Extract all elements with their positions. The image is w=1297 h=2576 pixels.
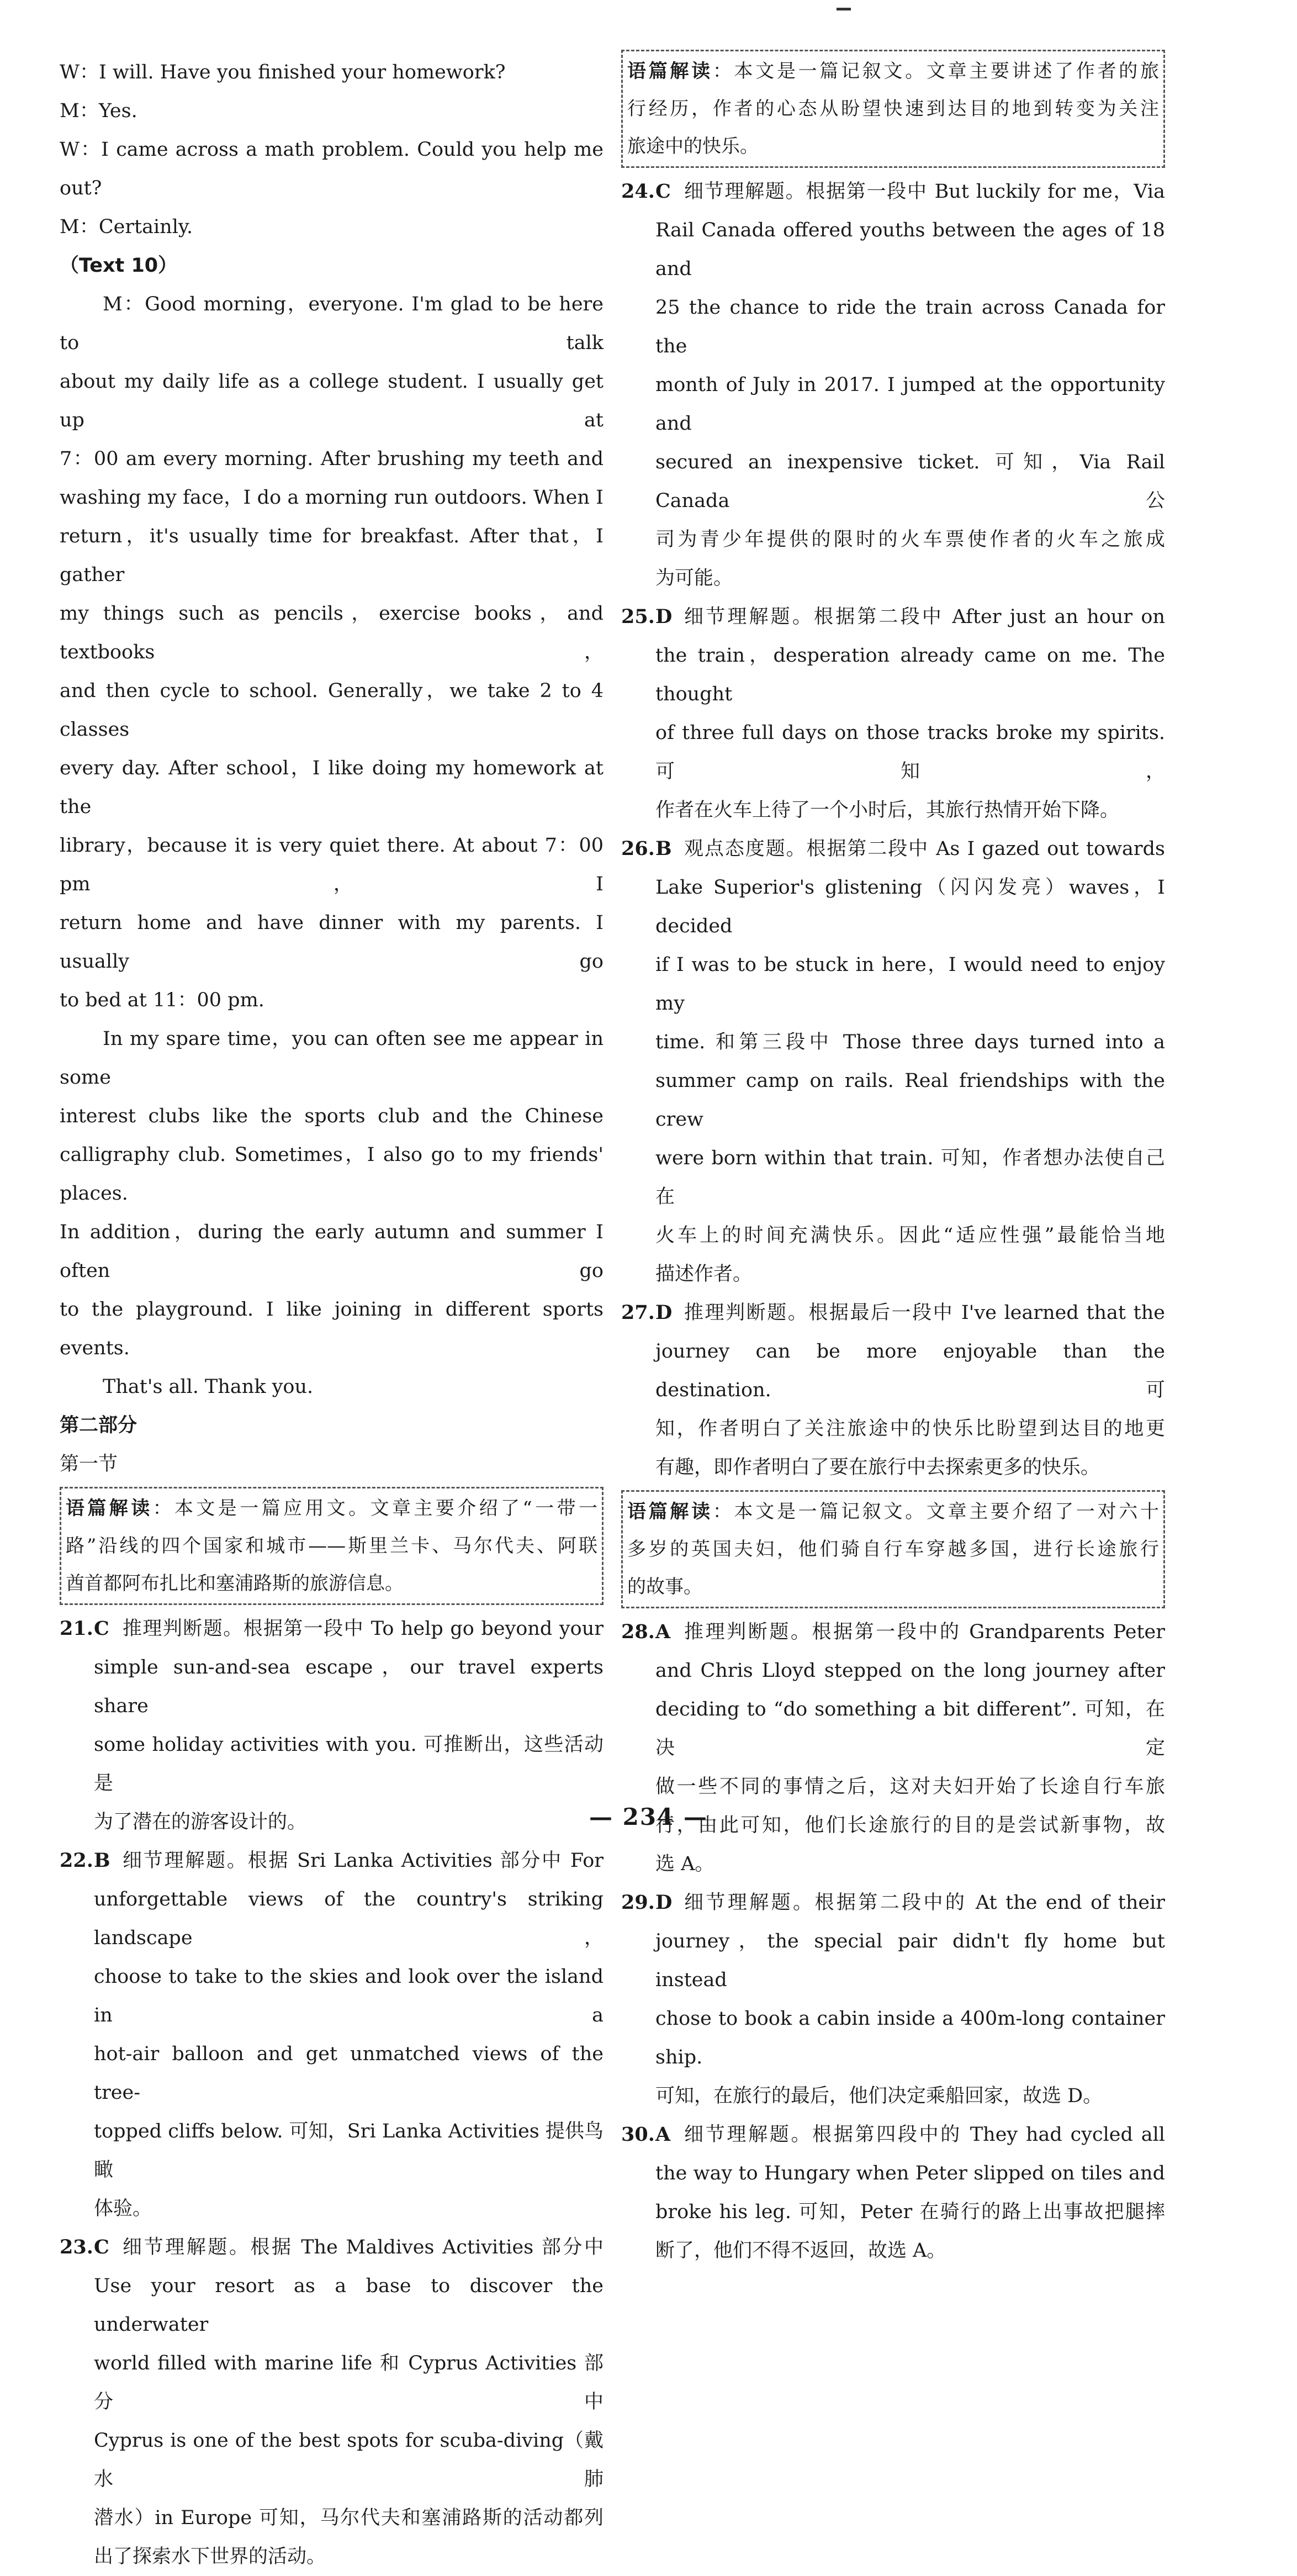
explanation-line: 为了潜在的游客设计的。 xyxy=(94,1811,307,1833)
explanation-line: 知，作者明白了关注旅途中的快乐比盼望到达目的地更 xyxy=(655,1418,1165,1440)
explanation-line: chose to book a cabin inside a 400m-long container ship. xyxy=(655,2008,1165,2068)
text-line: calligraphy club. Sometimes，I also go to my friends' places. xyxy=(60,1144,603,1205)
explanation-line: hot-air balloon and get unmatched views of the tree- xyxy=(94,2043,603,2104)
passage-summary-box xyxy=(621,50,1165,168)
scan-mark xyxy=(837,8,851,10)
explanation-line: 潜水）in Europe 可知，马尔代夫和塞浦路斯的活动都列 xyxy=(94,2507,603,2529)
explanation-line: summer camp on rails. Real friendships with the crew xyxy=(655,1070,1165,1131)
paragraph-2 xyxy=(60,1020,603,1368)
question-number: 21. xyxy=(60,1617,93,1640)
text-line: return，it's usually time for breakfast. After that，I gather xyxy=(60,525,603,586)
paragraph-1 xyxy=(60,285,603,1020)
explanation-line: if I was to be stuck in here，I would need to enjoy my xyxy=(655,954,1165,1015)
summary-text: 旅途中的快乐。 xyxy=(627,135,759,157)
answer-28 xyxy=(621,1613,1165,1883)
explanation-line: choose to take to the skies and look over the island in a xyxy=(94,1966,603,2026)
explanation-line: journey，the special pair didn't fly home but instead xyxy=(655,1930,1165,1991)
left-column xyxy=(60,53,603,2576)
explanation-line: 观点态度题。根据第二段中 As I gazed out towards xyxy=(684,838,1165,860)
summary-text: 行经历，作者的心态从盼望快速到达目的地到转变为关注 xyxy=(627,98,1159,120)
question-number: 30. xyxy=(621,2123,655,2146)
explanation-line: 行，由此可知，他们长途旅行的目的是尝试新事物，故 xyxy=(655,1814,1165,1836)
answer-letter: C xyxy=(94,2236,109,2258)
summary-text: 路”沿线的四个国家和城市——斯里兰卡、马尔代夫、阿联 xyxy=(66,1535,597,1557)
passage-summary-box xyxy=(621,1490,1165,1608)
explanation-line: the way to Hungary when Peter slipped on tiles and xyxy=(655,2162,1165,2184)
question-number: 29. xyxy=(621,1891,655,1914)
text-line: interest clubs like the sports club and the Chinese xyxy=(60,1105,603,1127)
explanation-line: 细节理解题。根据 Sri Lanka Activities 部分中 For xyxy=(123,1850,603,1872)
explanation-line: 细节理解题。根据第二段中 After just an hour on xyxy=(684,606,1165,628)
answer-27 xyxy=(621,1294,1165,1487)
text10-label: （Text 10） xyxy=(60,255,178,277)
explanation-line: Use your resort as a base to discover the underwater xyxy=(94,2275,603,2336)
answer-30 xyxy=(621,2115,1165,2270)
answer-letter: C xyxy=(94,1617,109,1640)
explanation-line: some holiday activities with you. 可推断出，这些活动是 xyxy=(94,1734,603,1794)
answer-26 xyxy=(621,830,1165,1294)
summary-label: 语篇解读 xyxy=(627,1501,713,1523)
question-number: 28. xyxy=(621,1620,655,1643)
explanation-line: 火车上的时间充满快乐。因此“适应性强”最能恰当地 xyxy=(655,1224,1165,1247)
explanation-line: time. 和第三段中 Those three days turned into a xyxy=(655,1031,1165,1053)
passage-summary-box xyxy=(60,1487,603,1605)
question-number: 25. xyxy=(621,605,655,628)
explanation-line: Rail Canada offered youths between the ages of 18 and xyxy=(655,219,1165,280)
text-line: M：Good morning，everyone. I'm glad to be here to talk xyxy=(60,293,603,354)
explanation-line: 体验。 xyxy=(94,2198,152,2220)
answer-letter: D xyxy=(655,1301,673,1324)
question-number: 23. xyxy=(60,2236,93,2258)
summary-text: ：本文是一篇记叙文。文章主要讲述了作者的旅 xyxy=(712,60,1160,82)
summary-text: ：本文是一篇应用文。文章主要介绍了“一带一 xyxy=(152,1497,597,1519)
answer-29 xyxy=(621,1883,1165,2115)
explanation-line: topped cliffs below. 可知，Sri Lanka Activities 提供鸟瞰 xyxy=(94,2120,603,2181)
answer-letter: A xyxy=(655,2123,671,2146)
explanation-line: 做一些不同的事情之后，这对夫妇开始了长途自行车旅 xyxy=(655,1776,1165,1798)
explanation-line: were born within that train. 可知，作者想办法使自己在 xyxy=(655,1147,1165,1208)
explanation-line: simple sun-and-sea escape，our travel experts share xyxy=(94,1656,603,1717)
text-line: In addition，during the early autumn and summer I often go xyxy=(60,1221,603,1282)
explanation-line: 25 the chance to ride the train across Canada for the xyxy=(655,297,1165,357)
explanation-line: Lake Superior's glistening（闪闪发亮）waves，I decided xyxy=(655,877,1165,937)
question-number: 26. xyxy=(621,837,655,860)
text-line: In my spare time，you can often see me appear in some xyxy=(60,1028,603,1089)
answer-letter: B xyxy=(655,837,672,860)
text-line: about my daily life as a college student. I usually get up at xyxy=(60,371,603,431)
text-line: and then cycle to school. Generally，we take 2 to 4 classes xyxy=(60,680,603,741)
explanation-line: secured an inexpensive ticket. 可知，Via Rail Canada 公 xyxy=(655,451,1165,512)
summary-text: ：本文是一篇记叙文。文章主要介绍了一对六十 xyxy=(712,1501,1160,1523)
question-number: 22. xyxy=(60,1849,93,1872)
explanation-line: month of July in 2017. I jumped at the opportunity and xyxy=(655,374,1165,435)
question-number: 24. xyxy=(621,180,655,203)
explanation-line: unforgettable views of the country's striking landscape， xyxy=(94,1888,603,1949)
answer-letter: A xyxy=(655,1620,671,1643)
explanation-line: journey can be more enjoyable than the destination. 可 xyxy=(655,1340,1165,1401)
explanation-line: 断了，他们不得不返回，故选 A。 xyxy=(655,2240,946,2262)
text-line: my things such as pencils，exercise books，and textbooks， xyxy=(60,603,603,663)
explanation-line: the train，desperation already came on me. The thought xyxy=(655,645,1165,705)
text-line: every day. After school，I like doing my homework at the xyxy=(60,757,603,818)
text-line: to bed at 11：00 pm. xyxy=(60,989,264,1011)
explanation-line: deciding to “do something a bit different”. 可知，在决定 xyxy=(655,1698,1165,1759)
explanation-line: 为可能。 xyxy=(655,567,733,589)
summary-label: 语篇解读 xyxy=(627,60,713,82)
answer-letter: D xyxy=(655,1891,673,1914)
text-line: 7：00 am every morning. After brushing my teeth and xyxy=(60,448,603,470)
explanation-line: 推理判断题。根据最后一段中 I've learned that the xyxy=(684,1302,1165,1324)
dialogue-line: W：I came across a math problem. Could you help me out? xyxy=(60,139,603,199)
summary-label: 语篇解读 xyxy=(66,1497,153,1519)
explanation-line: of three full days on those tracks broke my spirits. 可知， xyxy=(655,722,1165,783)
text-line: return home and have dinner with my parents. I usually go xyxy=(60,912,603,973)
explanation-line: 可知，在旅行的最后，他们决定乘船回家，故选 D。 xyxy=(655,2085,1103,2107)
paragraph-3: That's all. Thank you. xyxy=(103,1376,314,1398)
answer-22 xyxy=(60,1841,603,2228)
explanation-line: 司为青少年提供的限时的火车票使作者的火车之旅成 xyxy=(655,529,1165,551)
question-number: 27. xyxy=(621,1301,655,1324)
text-line: to the playground. I like joining in different sports events. xyxy=(60,1298,603,1359)
explanation-line: broke his leg. 可知，Peter 在骑行的路上出事故把腿摔 xyxy=(655,2201,1165,2223)
explanation-line: and Chris Lloyd stepped on the long journey after xyxy=(655,1660,1165,1682)
explanation-line: 细节理解题。根据第四段中的 They had cycled all xyxy=(684,2124,1165,2146)
explanation-line: 细节理解题。根据 The Maldives Activities 部分中 xyxy=(123,2236,603,2258)
explanation-line: 推理判断题。根据第一段中 To help go beyond your xyxy=(123,1618,603,1640)
explanation-line: 推理判断题。根据第一段中的 Grandparents Peter xyxy=(684,1621,1165,1643)
part-heading: 第二部分 xyxy=(60,1414,137,1437)
answer-letter: C xyxy=(655,180,671,203)
text-line: library，because it is very quiet there. At about 7：00 pm，I xyxy=(60,835,603,895)
section-heading: 第一节 xyxy=(60,1453,118,1475)
answer-25 xyxy=(621,598,1165,830)
dialogue-line: W：I will. Have you finished your homework? xyxy=(60,61,506,83)
explanation-line: Cyprus is one of the best spots for scuba-diving（戴水肺 xyxy=(94,2430,603,2490)
explanation-line: 出了探索水下世界的活动。 xyxy=(94,2546,326,2568)
explanation-line: 作者在火车上待了一个小时后，其旅行热情开始下降。 xyxy=(655,799,1120,821)
dialogue-line: M：Yes. xyxy=(60,100,137,122)
explanation-line: 描述作者。 xyxy=(655,1263,753,1285)
explanation-line: 细节理解题。根据第一段中 But luckily for me，Via xyxy=(684,181,1165,203)
dialogue-line: M：Certainly. xyxy=(60,216,193,238)
answer-letter: D xyxy=(655,605,673,628)
explanation-line: 有趣，即作者明白了要在旅行中去探索更多的快乐。 xyxy=(655,1456,1100,1479)
right-column xyxy=(621,53,1165,2270)
answer-letter: B xyxy=(94,1849,110,1872)
dialogue-block xyxy=(60,53,603,246)
answer-24 xyxy=(621,172,1165,598)
explanation-line: world filled with marine life 和 Cyprus Activities 部分中 xyxy=(94,2352,603,2413)
page-number: — 234 — xyxy=(589,1803,708,1830)
summary-text: 多岁的英国夫妇，他们骑自行车穿越多国，进行长途旅行 xyxy=(627,1538,1159,1560)
explanation-line: 选 A。 xyxy=(655,1853,714,1875)
summary-text: 酋首都阿布扎比和塞浦路斯的旅游信息。 xyxy=(66,1572,404,1595)
summary-text: 的故事。 xyxy=(627,1576,702,1598)
answer-23 xyxy=(60,2228,603,2576)
explanation-line: 细节理解题。根据第二段中的 At the end of their xyxy=(684,1892,1165,1914)
text-line: washing my face，I do a morning run outdoors. When I xyxy=(60,487,603,509)
